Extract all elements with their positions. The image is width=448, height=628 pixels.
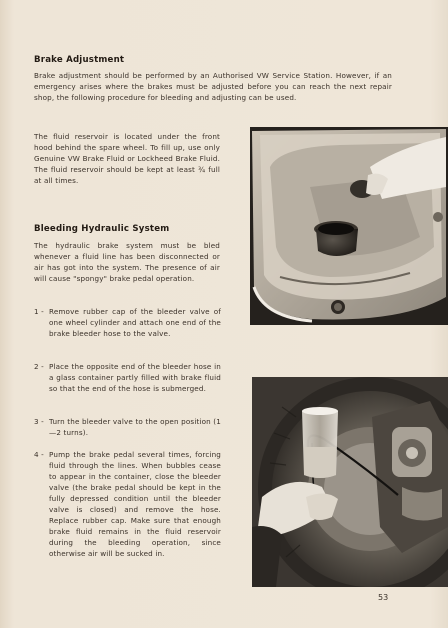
- heading-brake-adjustment: Brake Adjustment: [34, 55, 125, 65]
- step-text: Turn the bleeder valve to the open position (1—2 turns).: [49, 417, 221, 437]
- step-number: 3 -: [34, 417, 44, 426]
- step-2: [34, 361, 222, 409]
- paragraph-fluid-reservoir: The fluid reservoir is located under the front hood behind the spare wheel. To fill up, use only Genuine VW Brake Fluid or Lockheed Brake Fluid. The fluid reservoir should be kept at least ¾ full at all times.: [34, 132, 220, 185]
- step-3: [34, 416, 222, 442]
- heading-bleeding-hydraulic-system: Bleeding Hydraulic System: [34, 224, 170, 234]
- paragraph-brake-adjustment: Brake adjustment should be performed by an Authorised VW Service Station. However, if an emergency arises where the brakes must be adjusted before you can reach the next repair shop, the following procedure for bleeding and adjusting can be used.: [34, 71, 392, 102]
- photo-fluid-reservoir: [250, 127, 448, 325]
- step-number: 2 -: [34, 362, 44, 371]
- step-number: 1 -: [34, 307, 44, 316]
- page-number: 53: [378, 593, 389, 602]
- paragraph-bleeding-intro: The hydraulic brake system must be bled whenever a fluid line has been disconnected or air has got into the system. The presence of air will cause "spongy" brake pedal operation.: [34, 241, 220, 283]
- fluid-reservoir-illustration: [250, 127, 448, 325]
- step-text: Pump the brake pedal several times, forcing fluid through the lines. When bubbles cease to appear in the container, close the bleeder valve (the brake pedal should be kept in the fully depressed condition until the bleeder valve is closed) and remove the hose. Replace rubber cap. Make sure that enough brake fluid remains in the fluid reservoir during the bleeding operation, since otherwise air will be sucked in.: [49, 450, 221, 558]
- step-text: Remove rubber cap of the bleeder valve of one wheel cylinder and attach one end of the brake bleeder hose to the valve.: [49, 307, 221, 338]
- step-number: 4 -: [34, 450, 44, 459]
- step-4: [34, 449, 222, 585]
- brake-bleeding-illustration: [252, 377, 448, 587]
- step-1: [34, 306, 222, 354]
- step-text: Place the opposite end of the bleeder hose in a glass container partly filled with brake fluid so that the end of the hose is submerged.: [49, 362, 221, 393]
- photo-bleeding-brakes: [252, 377, 448, 587]
